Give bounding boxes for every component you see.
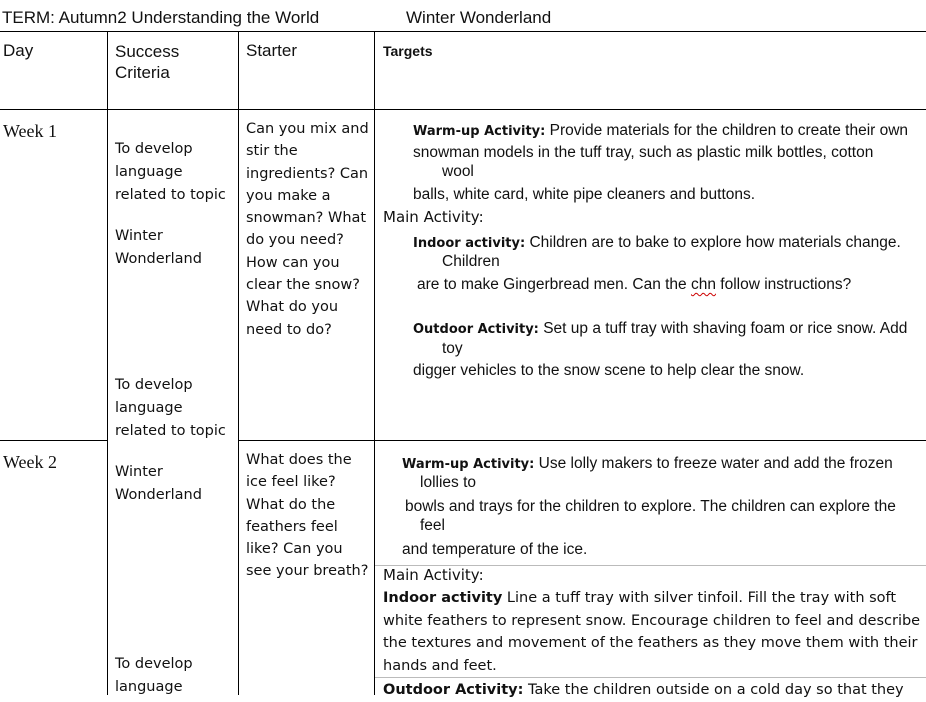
week1-success-criteria-3: To develop language related to topic (115, 377, 226, 439)
week1-outdoor-line3: digger vehicles to the snow scene to help clear the snow. (413, 362, 805, 379)
week1-starter-questions: Can you mix and stir the ingredients? Can you make a snowman? What do you need? How can you clear the snow? What do you need to do? (246, 121, 369, 338)
week1-bottom-border-rest (238, 440, 926, 441)
topic-title: Winter Wonderland (406, 8, 552, 27)
week1-warmup-line1: Warm-up Activity: Provide materials for the children to create their own (413, 122, 909, 139)
week2-inner-border-2 (375, 677, 926, 678)
week2-indoor-paragraph: Indoor activity Line a tuff tray with silver tinfoil. Fill the tray with soft white feathers to represent snow. Encourage children to feel and describe the textures and movement of the feathers as they move them with their hands and feet. (383, 590, 921, 674)
week1-outdoor-label: Outdoor Activity: (413, 322, 539, 337)
col-divider-3 (374, 31, 375, 695)
week1-success-criteria-1: To develop language related to topic (115, 141, 226, 203)
week2-outdoor-paragraph: Outdoor Activity: Take the children outside on a cold day so that they (383, 682, 904, 698)
col-header-starter: Starter (246, 41, 298, 60)
week1-main-activity-label: Main Activity: (383, 208, 484, 226)
week1-warmup-line4: balls, white card, white pipe cleaners and buttons. (413, 186, 756, 203)
week2-warmup-label: Warm-up Activity: (402, 457, 535, 472)
week2-warmup-line2: lollies to (420, 474, 476, 491)
week2-success-criteria-1: Winter Wonderland (115, 464, 202, 503)
col-header-targets: Targets (383, 43, 433, 59)
week1-indoor-line2: Children (442, 253, 500, 270)
col-divider-2 (238, 31, 239, 695)
week2-outdoor-label: Outdoor Activity: (383, 682, 524, 698)
col-divider-1 (107, 31, 108, 695)
week2-warmup-line3: bowls and trays for the children to explore. The children can explore the (405, 498, 896, 515)
spellcheck-word: chn (690, 276, 716, 293)
table-top-border (0, 31, 926, 32)
week1-indoor-label: Indoor activity: (413, 236, 526, 251)
week1-bottom-border-day (0, 440, 108, 441)
week1-outdoor-line1: Outdoor Activity: Set up a tuff tray with shaving foam or rice snow. Add (413, 320, 908, 337)
week1-warmup-label: Warm-up Activity: (413, 124, 546, 139)
week1-warmup-line2: snowman models in the tuff tray, such as plastic milk bottles, cotton (413, 144, 874, 161)
week2-warmup-line4: feel (420, 517, 445, 534)
week1-indoor-line1: Indoor activity: Children are to bake to explore how materials change. (413, 234, 901, 251)
week2-main-activity-label: Main Activity: (383, 566, 484, 584)
week1-label: Week 1 (3, 121, 58, 141)
week1-outdoor-line2: toy (442, 340, 463, 357)
week1-indoor-line3: are to make Gingerbread men. Can the chn follow instructions? (417, 276, 852, 293)
week2-warmup-line1: Warm-up Activity: Use lolly makers to freeze water and add the frozen (402, 455, 893, 472)
document-title: TERM: Autumn2 Understanding the World (2, 8, 320, 27)
week1-warmup-line3: wool (442, 163, 474, 180)
week2-indoor-label: Indoor activity (383, 590, 503, 606)
week2-label: Week 2 (3, 452, 58, 472)
week2-success-criteria-2: To develop language (115, 656, 193, 695)
col-header-day: Day (3, 41, 34, 60)
header-row-border (0, 109, 926, 110)
week2-starter-questions: What does the ice feel like? What do the feathers feel like? Can you see your breath? (246, 452, 369, 580)
col-header-success-criteria: Success Criteria (115, 42, 180, 82)
week1-success-criteria-2: Winter Wonderland (115, 228, 202, 267)
week2-warmup-line5: and temperature of the ice. (402, 541, 588, 558)
